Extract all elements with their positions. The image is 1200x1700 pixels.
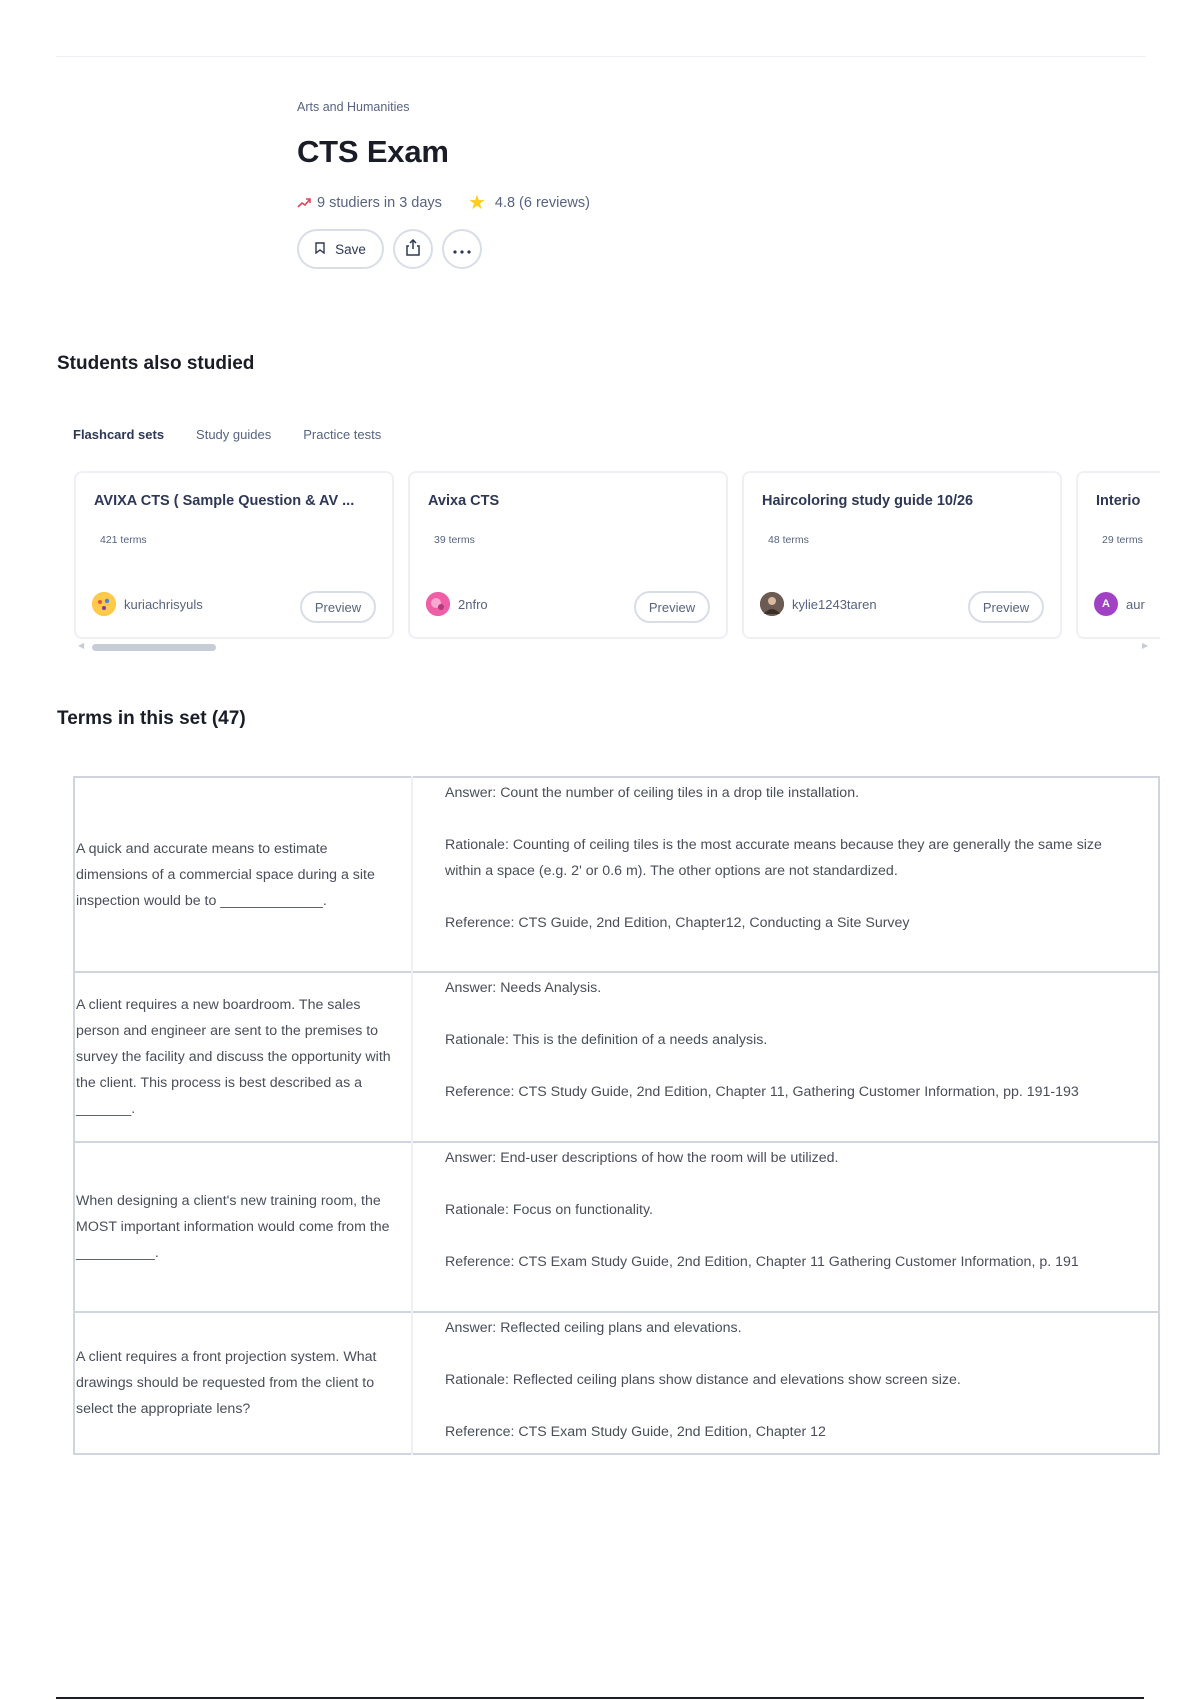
share-icon (405, 239, 421, 260)
carousel-scrollbar[interactable] (92, 644, 216, 651)
card-title: Interio (1096, 493, 1141, 509)
spacer (445, 1171, 1138, 1197)
bookmark-icon (315, 242, 325, 257)
term-row (74, 1142, 1159, 1312)
term-row (74, 1312, 1159, 1454)
avatar (760, 592, 784, 616)
term-text: A quick and accurate means to estimate dimensions of a commercial space during a site inspection would be to _____________. (74, 777, 412, 972)
terms-table (73, 776, 1160, 1455)
set-header (297, 100, 897, 269)
author-name: kuriachrisyuls (124, 596, 203, 612)
students-also-studied-heading: Students also studied (57, 353, 255, 374)
card-author[interactable] (1094, 592, 1145, 616)
card-title: Haircoloring study guide 10/26 (762, 493, 974, 509)
term-row (74, 777, 1159, 972)
card-term-count: 421 terms (100, 534, 147, 546)
star-icon: ★ (467, 192, 486, 214)
avatar (92, 592, 116, 616)
answer-text: Answer: Reflected ceiling plans and elevations. (445, 1320, 742, 1336)
card-title: AVIXA CTS ( Sample Question & AV ... (94, 493, 355, 509)
scroll-right-icon[interactable]: ▶ (1142, 641, 1149, 650)
top-divider (56, 56, 1146, 57)
avatar: A (1094, 592, 1118, 616)
author-name: aur (1126, 596, 1145, 612)
term-text: A client requires a new boardroom. The sales person and engineer are sent to the premises to survey the facility and discuss the opportunity with the client. This process is best described as a _______. (74, 972, 412, 1142)
spacer (445, 1393, 1138, 1419)
rationale-text: Rationale: This is the definition of a needs analysis. (445, 1032, 768, 1048)
rating[interactable] (468, 190, 590, 215)
preview-button[interactable]: Preview (634, 591, 710, 623)
spacer (445, 1053, 1138, 1079)
tab-practice-tests[interactable]: Practice tests (303, 427, 382, 442)
rating-text: 4.8 (6 reviews) (494, 194, 590, 211)
card-title: Avixa CTS (428, 493, 500, 509)
rationale-text: Rationale: Counting of ceiling tiles is the most accurate means because they are generally the same size within a space (e.g. 2' or 0.6 m). The other options are not standardized. (445, 837, 1102, 879)
card-author[interactable] (760, 592, 877, 616)
preview-button[interactable]: Preview (968, 591, 1044, 623)
related-set-card[interactable] (74, 471, 394, 639)
definition (412, 1312, 1159, 1454)
studiers-count: 9 studiers in 3 days (317, 194, 442, 211)
definition (412, 1142, 1159, 1312)
answer-text: Answer: End-user descriptions of how the room will be utilized. (445, 1150, 839, 1166)
related-set-card[interactable] (1076, 471, 1160, 639)
reference-text: Reference: CTS Exam Study Guide, 2nd Edition, Chapter 12 (445, 1424, 826, 1440)
study-type-tabs (73, 427, 413, 442)
more-options-button[interactable] (442, 229, 482, 269)
term-text: When designing a client's new training room, the MOST important information would come from the __________. (74, 1142, 412, 1312)
author-name: 2nfro (458, 596, 488, 612)
reference-text: Reference: CTS Exam Study Guide, 2nd Edition, Chapter 11 Gathering Customer Information, p. 191 (445, 1254, 1079, 1270)
card-author[interactable] (92, 592, 203, 616)
spacer (445, 1341, 1138, 1367)
save-button[interactable] (297, 229, 384, 269)
terms-heading: Terms in this set (47) (57, 708, 246, 729)
card-author[interactable] (426, 592, 488, 616)
card-term-count: 39 terms (434, 534, 475, 546)
save-label: Save (335, 241, 366, 257)
breadcrumb[interactable]: Arts and Humanities (297, 100, 410, 114)
related-set-card[interactable] (408, 471, 728, 639)
avatar (426, 592, 450, 616)
related-sets-carousel (74, 471, 1160, 639)
card-term-count: 29 terms (1102, 534, 1143, 546)
author-name: kylie1243taren (792, 596, 877, 612)
card-term-count: 48 terms (768, 534, 809, 546)
set-stats (297, 190, 897, 215)
preview-button[interactable]: Preview (300, 591, 376, 623)
term-row (74, 972, 1159, 1142)
rationale-text: Rationale: Focus on functionality. (445, 1202, 653, 1218)
tab-flashcard-sets[interactable]: Flashcard sets (73, 427, 165, 442)
answer-text: Answer: Needs Analysis. (445, 980, 602, 996)
reference-text: Reference: CTS Study Guide, 2nd Edition, Chapter 11, Gathering Customer Information, pp. 191-193 (445, 1084, 1079, 1100)
more-icon (453, 241, 471, 258)
scroll-left-icon[interactable]: ◀ (78, 641, 85, 650)
bottom-divider (56, 1697, 1144, 1699)
reference-text: Reference: CTS Guide, 2nd Edition, Chapter12, Conducting a Site Survey (445, 915, 910, 931)
term-text: A client requires a front projection system. What drawings should be requested from the client to select the appropriate lens? (74, 1312, 412, 1454)
spacer (445, 1223, 1138, 1249)
trending-up-icon (297, 195, 311, 211)
spacer (445, 806, 1138, 832)
answer-text: Answer: Count the number of ceiling tiles in a drop tile installation. (445, 785, 860, 801)
tab-study-guides[interactable]: Study guides (196, 427, 272, 442)
definition (412, 972, 1159, 1142)
related-set-card[interactable] (742, 471, 1062, 639)
rationale-text: Rationale: Reflected ceiling plans show distance and elevations show screen size. (445, 1372, 961, 1388)
share-button[interactable] (393, 229, 433, 269)
definition (412, 777, 1159, 972)
spacer (445, 1001, 1138, 1027)
page-title: CTS Exam (297, 134, 449, 169)
spacer (445, 884, 1138, 910)
action-bar (297, 229, 897, 269)
